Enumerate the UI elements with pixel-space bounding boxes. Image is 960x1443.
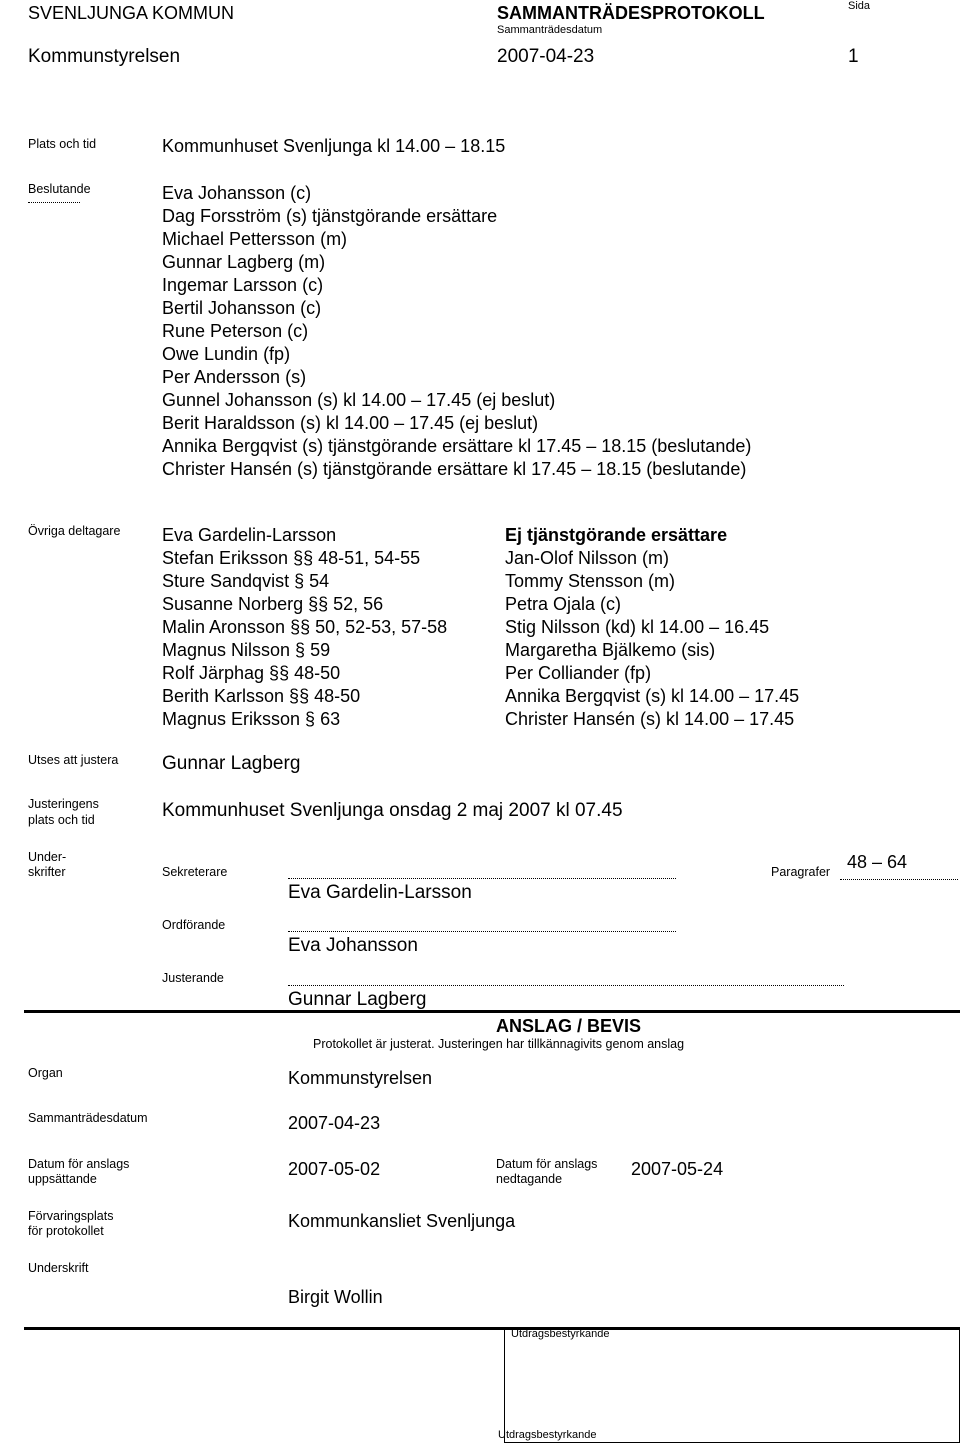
list-item: Stig Nilsson (kd) kl 14.00 – 16.45 — [505, 617, 770, 637]
list-item: Gunnar Lagberg (m) — [162, 252, 326, 272]
list-item: Rolf Järphag §§ 48-50 — [162, 663, 341, 683]
list-item: Petra Ojala (c) — [505, 594, 622, 614]
list-item: Sture Sandqvist § 54 — [162, 571, 330, 591]
list-item: Per Colliander (fp) — [505, 663, 652, 683]
other-participants-list — [162, 524, 447, 731]
extract-label-bottom: Utdragsbestyrkande — [498, 1429, 597, 1441]
list-item: Per Andersson (s) — [162, 367, 307, 387]
list-item: Owe Lundin (fp) — [162, 344, 291, 364]
list-item: Eva Gardelin-Larsson — [162, 525, 337, 545]
signature-label: Underskrift — [28, 1261, 89, 1275]
adjusting-signer-name: Gunnar Lagberg — [288, 989, 427, 1010]
label-underline — [28, 202, 80, 203]
posted-label-2: uppsättande — [28, 1172, 97, 1186]
notice-subtitle: Protokollet är justerat. Justeringen har tillkännagivits genom anslag — [313, 1037, 685, 1051]
list-item: Malin Aronsson §§ 50, 52-53, 57-58 — [162, 617, 448, 637]
deciding-label: Beslutande — [28, 182, 91, 196]
secretary-label: Sekreterare — [162, 865, 228, 879]
list-item: Eva Johansson (c) — [162, 183, 312, 203]
removed-label-2: nedtagande — [496, 1172, 563, 1186]
non-serving-heading: Ej tjänstgörande ersättare — [505, 525, 728, 545]
paragraphs-value: 48 – 64 — [847, 852, 908, 872]
extract-certification-box — [504, 1328, 960, 1443]
adjuster-label: Utses att justera — [28, 753, 119, 767]
adjuster-name: Gunnar Lagberg — [162, 753, 301, 774]
list-item: Annika Bergqvist (s) kl 14.00 – 17.45 — [505, 686, 800, 706]
meeting-date-label: Sammanträdesdatum — [28, 1111, 148, 1125]
non-serving-substitutes-list — [505, 524, 799, 731]
removed-label-1: Datum för anslags — [496, 1157, 598, 1171]
place-time-label: Plats och tid — [28, 137, 97, 151]
signatures-label-2: skrifter — [28, 865, 66, 879]
list-item: Susanne Norberg §§ 52, 56 — [162, 594, 384, 614]
storage-label-1: Förvaringsplats — [28, 1209, 114, 1223]
removed-date: 2007-05-24 — [631, 1159, 724, 1179]
list-item: Magnus Eriksson § 63 — [162, 709, 341, 729]
list-item: Jan-Olof Nilsson (m) — [505, 548, 670, 568]
list-item: Annika Bergqvist (s) tjänstgörande ersättare kl 17.45 – 18.15 (beslutande) — [162, 436, 752, 456]
paragraphs-label: Paragrafer — [771, 865, 831, 879]
list-item: Magnus Nilsson § 59 — [162, 640, 331, 660]
adjust-place-label-1: Justeringens — [28, 797, 99, 811]
list-item: Christer Hansén (s) tjänstgörande ersättare kl 17.45 – 18.15 (beslutande) — [162, 459, 747, 479]
list-item: Michael Pettersson (m) — [162, 229, 348, 249]
municipality-name: SVENLJUNGA KOMMUN — [28, 3, 235, 23]
committee-name: Kommunstyrelsen — [28, 46, 181, 67]
chair-name: Eva Johansson — [288, 935, 418, 956]
storage-value: Kommunkansliet Svenljunga — [288, 1211, 516, 1231]
other-participants-label: Övriga deltagare — [28, 524, 121, 538]
page-label: Sida — [848, 0, 871, 12]
signature-line — [288, 985, 844, 986]
adjust-place-label-2: plats och tid — [28, 813, 95, 827]
list-item: Christer Hansén (s) kl 14.00 – 17.45 — [505, 709, 795, 729]
meeting-date: 2007-04-23 — [497, 46, 595, 67]
adjusting-signer-label: Justerande — [162, 971, 224, 985]
meeting-date-value: 2007-04-23 — [288, 1113, 381, 1133]
list-item: Bertil Johansson (c) — [162, 298, 322, 318]
signature-line — [288, 878, 676, 879]
list-item: Berith Karlsson §§ 48-50 — [162, 686, 361, 706]
posted-label-1: Datum för anslags — [28, 1157, 130, 1171]
deciding-members-list — [162, 182, 751, 481]
chair-label: Ordförande — [162, 918, 226, 932]
organ-value: Kommunstyrelsen — [288, 1068, 433, 1088]
list-item: Stefan Eriksson §§ 48-51, 54-55 — [162, 548, 421, 568]
posted-date: 2007-05-02 — [288, 1159, 381, 1179]
organ-label: Organ — [28, 1066, 63, 1080]
list-item: Dag Forsström (s) tjänstgörande ersättare — [162, 206, 498, 226]
storage-label-2: för protokollet — [28, 1224, 104, 1238]
list-item: Berit Haraldsson (s) kl 14.00 – 17.45 (ej beslut) — [162, 413, 539, 433]
list-item: Margaretha Bjälkemo (sis) — [505, 640, 716, 660]
signature-line — [288, 931, 676, 932]
page-number: 1 — [848, 46, 859, 67]
list-item: Rune Peterson (c) — [162, 321, 309, 341]
header-date-label: Sammanträdesdatum — [497, 24, 603, 36]
list-item: Gunnel Johansson (s) kl 14.00 – 17.45 (ej beslut) — [162, 390, 556, 410]
place-time-value: Kommunhuset Svenljunga kl 14.00 – 18.15 — [162, 136, 506, 156]
secretary-name: Eva Gardelin-Larsson — [288, 882, 472, 903]
notice-title: ANSLAG / BEVIS — [496, 1016, 642, 1036]
paragraphs-line — [840, 879, 958, 880]
document-type: SAMMANTRÄDESPROTOKOLL — [497, 3, 765, 23]
section-divider — [24, 1010, 960, 1013]
list-item: Tommy Stensson (m) — [505, 571, 676, 591]
extract-label-top: Utdragsbestyrkande — [511, 1328, 610, 1340]
signatures-label-1: Under- — [28, 850, 67, 864]
list-item: Ingemar Larsson (c) — [162, 275, 324, 295]
adjust-place-value: Kommunhuset Svenljunga onsdag 2 maj 2007 kl 07.45 — [162, 800, 623, 821]
signature-name: Birgit Wollin — [288, 1287, 383, 1307]
